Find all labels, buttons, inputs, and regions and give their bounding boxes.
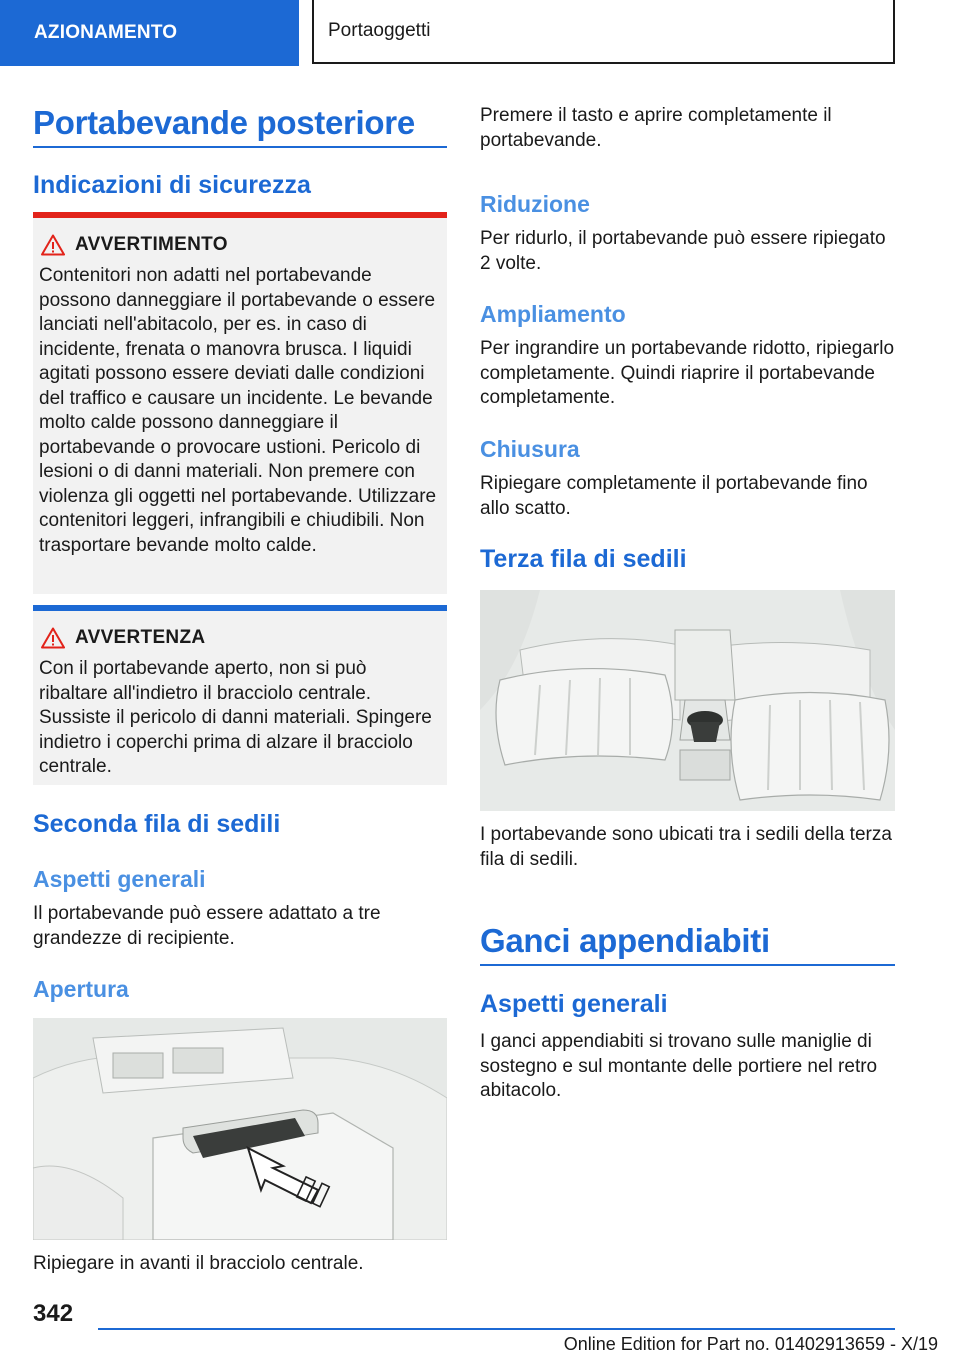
warning-bar bbox=[33, 212, 447, 218]
closing-text: Ripiegare completamente il portabevande fino allo scatto. bbox=[480, 473, 868, 519]
opening-heading: Apertura bbox=[33, 976, 129, 1002]
third-row-illustration bbox=[480, 590, 895, 811]
general-heading: Aspetti generali bbox=[33, 866, 206, 892]
third-row-heading: Terza fila di sedili bbox=[480, 545, 687, 573]
closing-heading: Chiusura bbox=[480, 436, 580, 462]
chapter-title-box bbox=[312, 0, 895, 64]
general-text: Il portabevande può essere adattato a tre grandezze di recipiente. bbox=[33, 903, 381, 949]
safety-heading: Indicazioni di sicurezza bbox=[33, 171, 311, 199]
notice-callout bbox=[33, 605, 447, 785]
hooks-title: Ganci appendiabiti bbox=[480, 922, 770, 959]
warning-text: Contenitori non adatti nel portabevande possono danneggiare il portabevande o essere lanciati nell'abitacolo, per es. in caso di incidente, frenata o manovra brusca. I liquidi agitati possono essere deviati dalle condizioni del traffico e causare un incidente. Le bevande molto calde possono danneggiare il portabevande o provocare ustioni. Pericolo di lesioni o di danni materiali. Non premere con violenza gli oggetti nel portabevande. Utilizzare contenitori leggeri, infrangibili e chiudibili. Non trasportare bevande molto calde. bbox=[39, 265, 437, 556]
title-rule bbox=[33, 146, 447, 148]
page-number: 342 bbox=[33, 1300, 74, 1327]
warning-triangle-icon bbox=[41, 234, 65, 256]
reduction-heading: Riduzione bbox=[480, 191, 590, 217]
notice-label: AVVERTENZA bbox=[75, 627, 206, 648]
expansion-heading: Ampliamento bbox=[480, 301, 626, 327]
warning-label: AVVERTIMENTO bbox=[75, 234, 228, 255]
hooks-text: I ganci appendiabiti si trovano sulle maniglie di sostegno e sul montante delle portiere nel retro abitacolo. bbox=[480, 1031, 878, 1101]
hooks-general-heading: Aspetti generali bbox=[480, 990, 668, 1018]
third-row-drawing bbox=[480, 590, 895, 811]
notice-text: Con il portabevande aperto, non si può ribaltare all'indietro il bracciolo centrale. Sussiste il pericolo di danni materiali. Spingere indietro i coperchi prima di alzare il bracciolo centrale. bbox=[39, 658, 432, 777]
reduction-text: Per ridurlo, il portabevande può essere ripiegato 2 volte. bbox=[480, 228, 886, 274]
press-text: Premere il tasto e aprire completamente il portabevande. bbox=[480, 105, 832, 151]
armrest-caption: Ripiegare in avanti il bracciolo centrale. bbox=[33, 1253, 364, 1274]
third-row-caption: I portabevande sono ubicati tra i sedili della terza fila di sedili. bbox=[480, 824, 892, 870]
chapter-title: Portaoggetti bbox=[328, 20, 431, 41]
page-title: Portabevande posteriore bbox=[33, 104, 415, 141]
edition-text: Online Edition for Part no. 01402913659 - X/19 bbox=[563, 1334, 938, 1354]
warning-callout bbox=[33, 212, 447, 594]
hooks-title-rule bbox=[480, 964, 895, 966]
armrest-illustration bbox=[33, 1018, 447, 1240]
second-row-heading: Seconda fila di sedili bbox=[33, 810, 281, 838]
expansion-text: Per ingrandire un portabevande ridotto, ripiegarlo completamente. Quindi riaprire il portabevande completamente. bbox=[480, 338, 895, 408]
warning-triangle-icon bbox=[41, 627, 65, 649]
section-tab: AZIONAMENTO bbox=[0, 0, 299, 66]
armrest-drawing bbox=[33, 1018, 447, 1240]
footer-rule bbox=[98, 1328, 895, 1330]
notice-bar bbox=[33, 605, 447, 611]
